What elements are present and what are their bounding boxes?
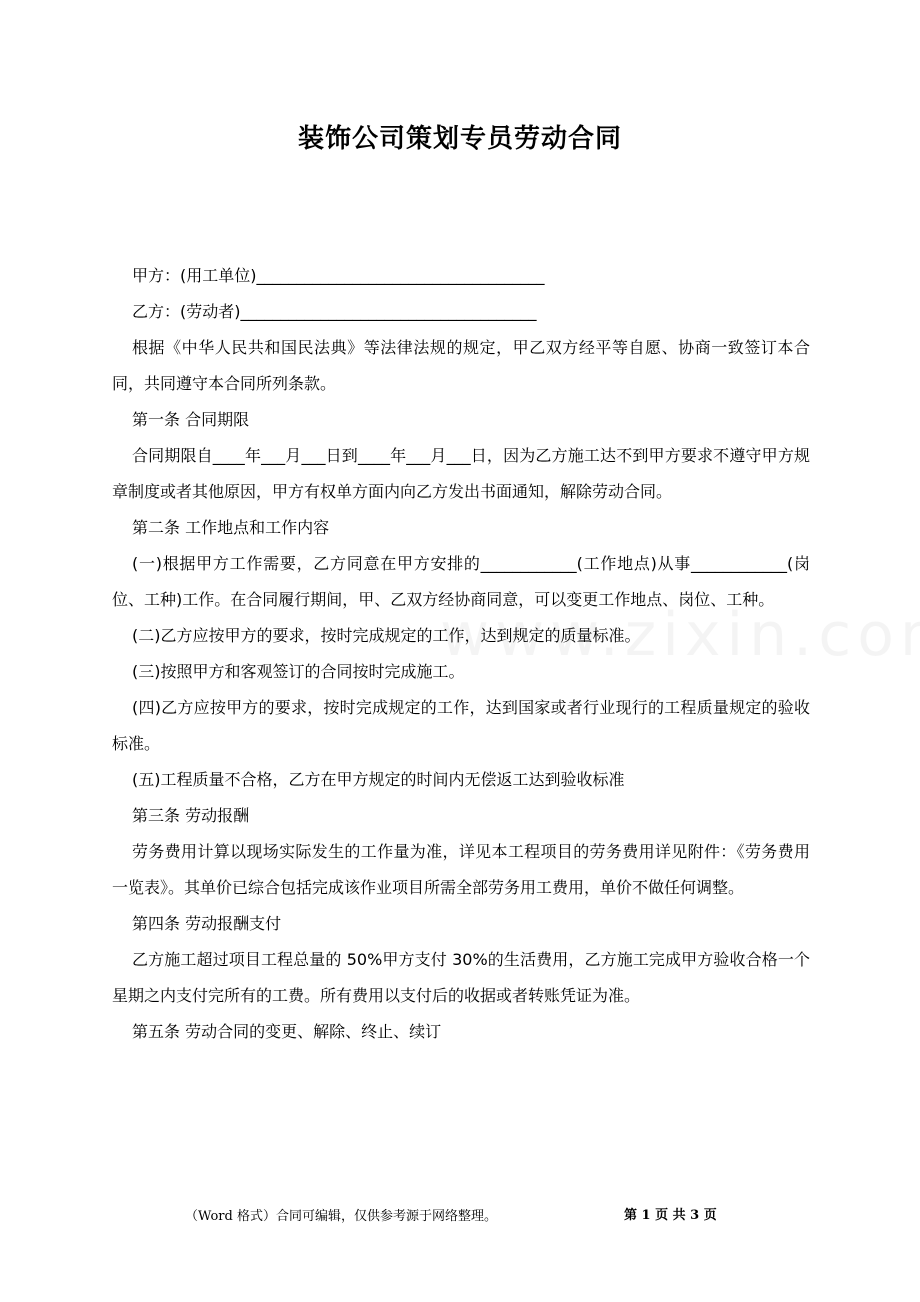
article-2-item-4: (四)乙方应按甲方的要求，按时完成规定的工作，达到国家或者行业现行的工程质量规定的验收标准。 [112, 698, 810, 753]
article-1-heading: 第一条 合同期限 [132, 410, 250, 429]
document-title: 装饰公司策划专员劳动合同 [297, 124, 622, 154]
article-4-paragraph: 乙方施工超过项目工程总量的 50%甲方支付 30%的生活费用，乙方施工完成甲方验收合格一个星期之内支付完所有的工费。所有费用以支付后的收据或者转账凭证为准。 [112, 950, 810, 1005]
article-2-heading: 第二条 工作地点和工作内容 [132, 518, 330, 537]
article-2-item-5: (五)工程质量不合格，乙方在甲方规定的时间内无偿返工达到验收标准 [132, 770, 625, 789]
article-1-paragraph: 合同期限自____年___月___日到____年___月___日，因为乙方施工达不到甲方要求不遵守甲方规章制度或者其他原因，甲方有权单方面内向乙方发出书面通知，解除劳动合同。 [112, 446, 810, 501]
article-2-item-3: (三)按照甲方和客观签订的合同按时完成施工。 [132, 662, 465, 681]
article-2-item-1: (一)根据甲方工作需要，乙方同意在甲方安排的____________(工作地点)从事____________(岗位、工种)工作。在合同履行期间，甲、乙双方经协商同意，可以变更工作地点、岗位、工种。 [112, 554, 810, 609]
article-3-paragraph: 劳务费用计算以现场实际发生的工作量为准，详见本工程项目的劳务费用详见附件：《劳务费用一览表》。其单价已综合包括完成该作业项目所需全部劳务用工费用，单价不做任何调整。 [112, 842, 810, 897]
page-number: 第 1 页 共 3 页 [624, 1208, 717, 1223]
document-body [112, 258, 810, 1050]
article-4-heading: 第四条 劳动报酬支付 [132, 914, 282, 933]
article-2-item-2: (二)乙方应按甲方的要求，按时完成规定的工作，达到规定的质量标准。 [132, 626, 641, 645]
article-5-heading: 第五条 劳动合同的变更、解除、终止、续订 [132, 1022, 442, 1041]
preamble-paragraph: 根据《中华人民共和国民法典》等法律法规的规定，甲乙双方经平等自愿、协商一致签订本合同，共同遵守本合同所列条款。 [112, 338, 810, 393]
party-b-line: 乙方：(劳动者)_____________________________________ [132, 302, 537, 321]
party-a-line: 甲方：(用工单位)____________________________________ [132, 266, 545, 285]
footer-note: （Word 格式）合同可编辑，仅供参考源于网络整理。 [185, 1209, 497, 1224]
article-3-heading: 第三条 劳动报酬 [132, 806, 250, 825]
